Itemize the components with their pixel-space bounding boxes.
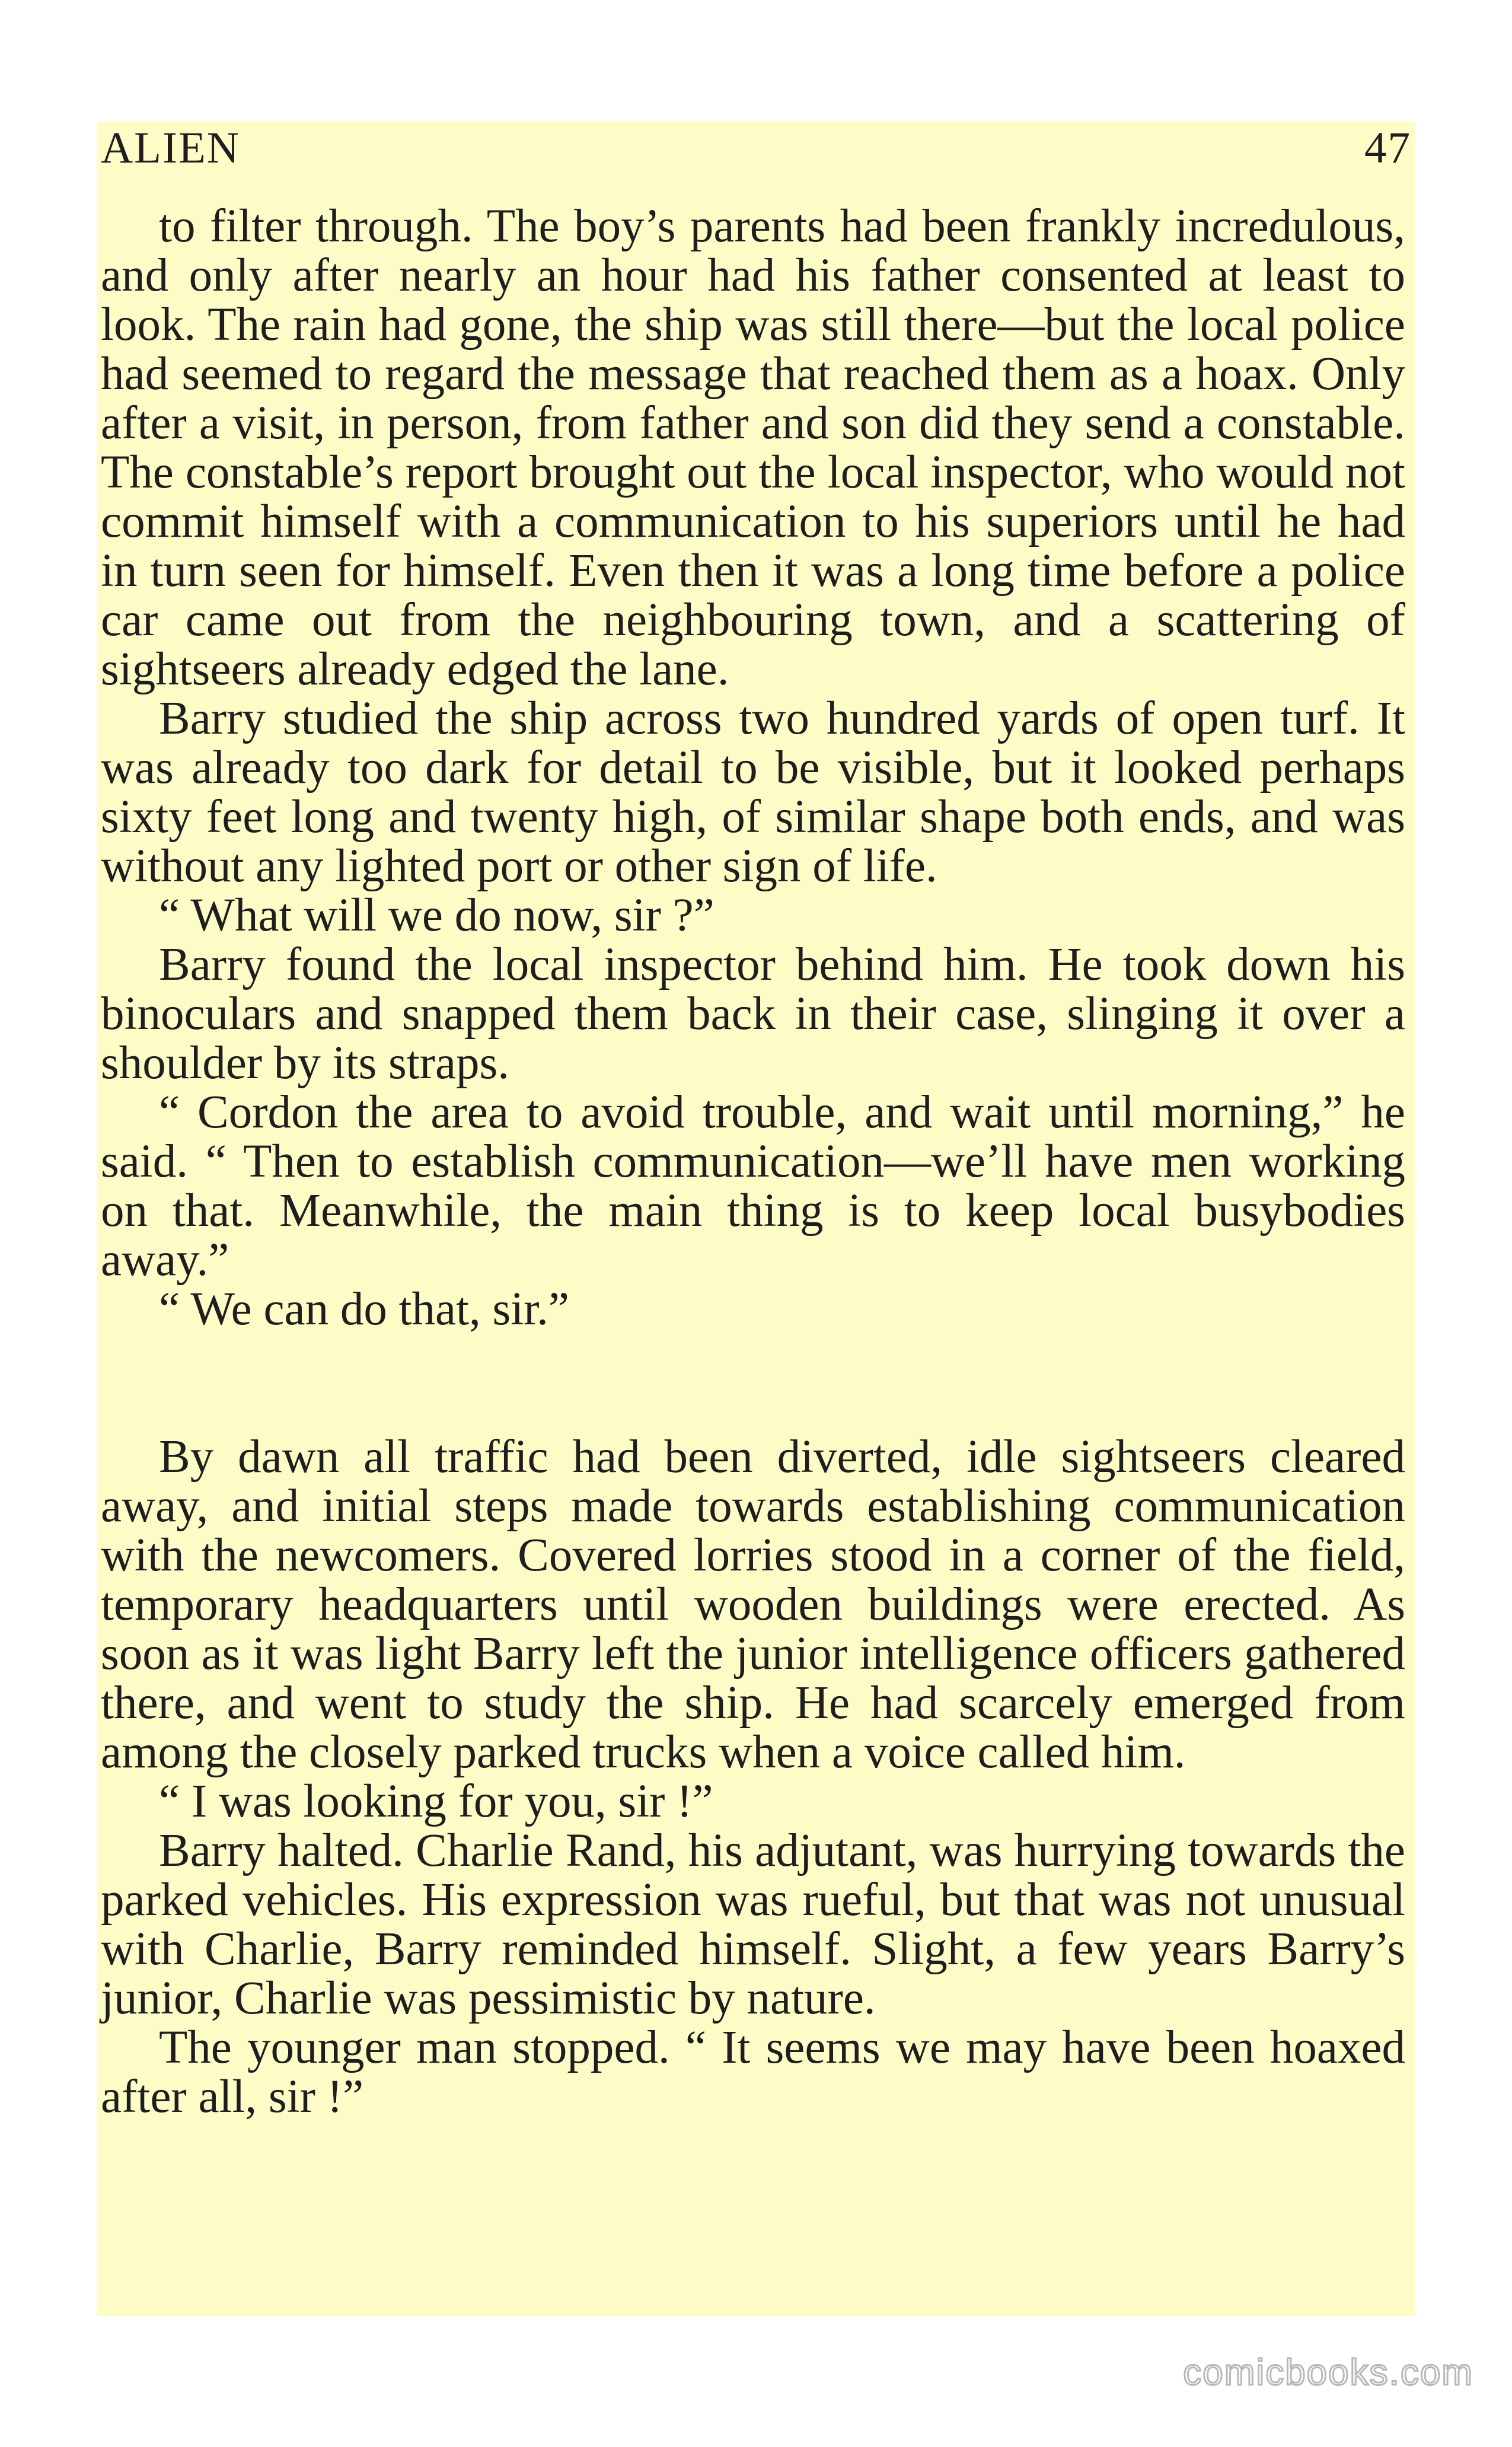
watermark: comicbooks.com	[1183, 2352, 1473, 2393]
section-break	[101, 1334, 1405, 1432]
paragraph: Barry found the local inspector behind him. He took down his binoculars and snapped them back in their case, slinging it over a shoulder by its straps.	[101, 939, 1405, 1089]
running-header	[101, 116, 1411, 181]
paragraph: Barry halted. Charlie Rand, his adjutant, was hurrying towards the parked vehicles. His expression was rueful, but that was not unusual with Charlie, Barry reminded himself. Slight, a few years Barry’s junior, Charlie was pessimistic by nature.	[101, 1825, 1405, 2024]
body-text	[101, 202, 1405, 2121]
paragraph: Barry studied the ship across two hundred yards of open turf. It was already too dark for detail to be visible, but it looked perhaps sixty feet long and twenty high, of similar shape both ends, and was without any lighted port or other sign of life.	[101, 693, 1405, 892]
paragraph: By dawn all traffic had been diverted, idle sightseers cleared away, and initial steps made towards establishing communication with the newcomers. Covered lorries stood in a corner of the field, temporary headquarters until wooden buildings were erected. As soon as it was light Barry left the junior intelligence officers gathered there, and went to study the ship. He had scarcely emerged from among the closely parked trucks when a voice called him.	[101, 1431, 1405, 1778]
running-title: ALIEN	[101, 123, 240, 173]
dialogue-line: “ Cordon the area to avoid trouble, and wait until morning,” he said. “ Then to establish communication—we’ll have men working on that. Meanwhile, the main thing is to keep local busybodies away.”	[101, 1087, 1405, 1286]
dialogue-line: “ What will we do now, sir ?”	[159, 890, 714, 941]
dialogue-line: “ I was looking for you, sir !”	[159, 1776, 713, 1827]
dialogue-line: The younger man stopped. “ It seems we may have been hoaxed after all, sir !”	[101, 2022, 1405, 2123]
dialogue-line: “ We can do that, sir.”	[159, 1283, 569, 1335]
paragraph: to filter through. The boy’s parents had been frankly incredulous, and only after nearly an hour had his father consented at least to look. The rain had gone, the ship was still there—but the local police had seemed to regard the message that reached them as a hoax. Only after a visit, in person, from father and son did they send a constable. The constable’s report brought out the local inspector, who would not commit himself with a communication to his superiors until he had in turn seen for himself. Even then it was a long time before a police car came out from the neighbouring town, and a scattering of sightseers already edged the lane.	[101, 200, 1405, 695]
page-number: 47	[1364, 123, 1411, 173]
